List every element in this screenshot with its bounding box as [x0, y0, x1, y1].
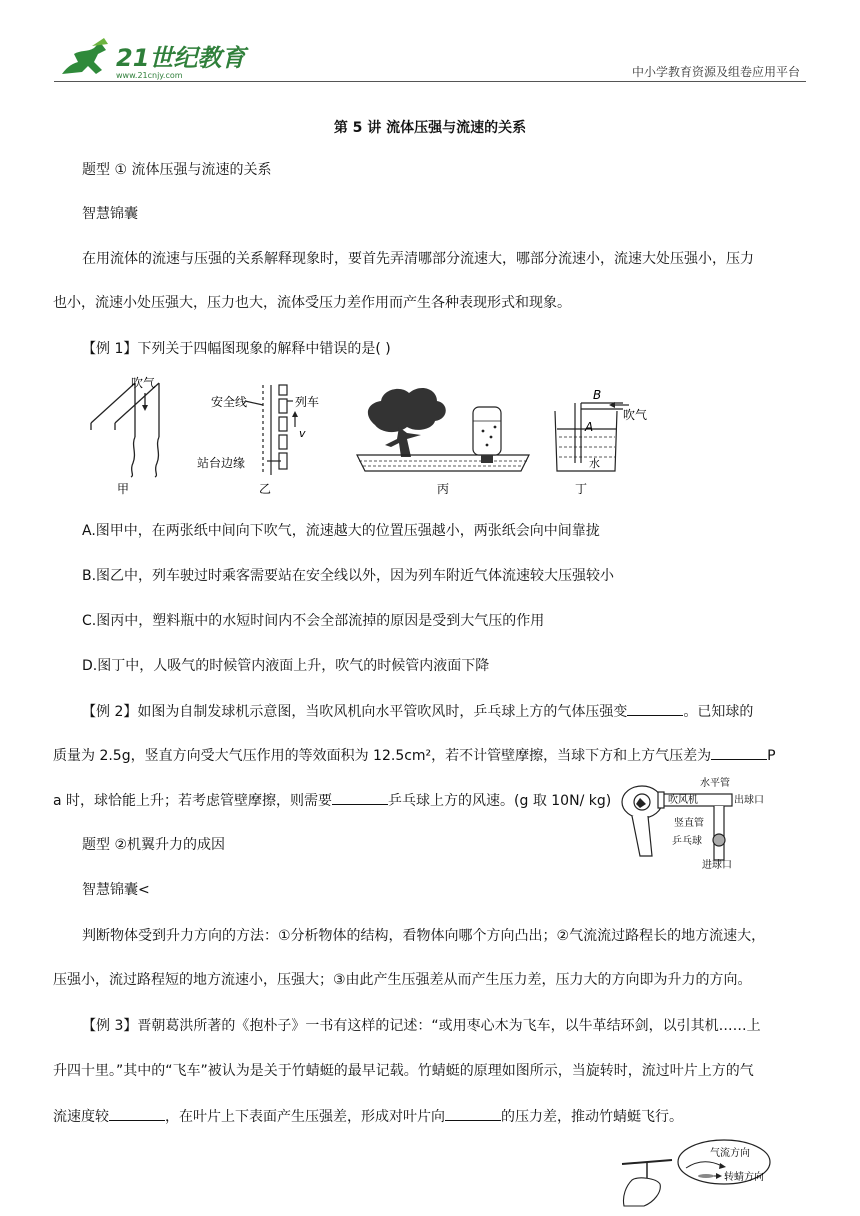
example2-line2a: 质量为 2.5g，竖直方向受大气压作用的等效面积为 12.5cm²，若不计管壁摩擦，当球下方和上方气压差为 [53, 748, 712, 764]
example3-line3c: 的压力差，推动竹蜻蜓飞行。 [501, 1109, 683, 1125]
example2-line2b: P [767, 748, 776, 764]
logo-url: www.21cnjy.com [116, 71, 183, 80]
example2-line1 [82, 701, 753, 722]
runner-icon [62, 42, 106, 74]
ding-water-label: 水 [589, 457, 600, 470]
example3-blank1 [109, 1106, 165, 1121]
yi-safety-line-label: 安全线 [211, 395, 248, 409]
example2-line2 [53, 745, 776, 766]
example3-line1: 【例 3】晋朝葛洪所著的《抱朴子》一书有这样的记述：“或用枣心木为飞车，以牛革结环剑，以引其机……上 [82, 1018, 761, 1034]
example3-line3 [53, 1106, 683, 1127]
section1-tip-line1: 在用流体的流速与压强的关系解释现象时，要首先弄清哪部分流速大，哪部分流速小，流速大处压强小，压力 [82, 251, 754, 267]
example1-stem: 【例 1】下列关于四幅图现象的解释中错误的是( ) [82, 341, 391, 357]
horizontal-pipe-label: 水平管 [700, 778, 730, 789]
page-header [54, 36, 806, 84]
platform-label: 中小学教育资源及组卷应用平台 [631, 65, 800, 79]
jia-label: 甲 [117, 482, 130, 496]
example1-option-d: D.图丁中，人吸气的时候管内液面上升，吹气的时候管内液面下降 [82, 658, 490, 674]
example1-figure [85, 375, 670, 500]
yi-v-label: v [299, 427, 306, 440]
ball-exit-label: 出球口 [734, 795, 764, 806]
example2-blank2 [711, 745, 767, 760]
example3-figure [614, 1136, 774, 1212]
example2-blank3 [332, 790, 388, 805]
section1-heading: 题型 ① 流体压强与流速的关系 [82, 162, 272, 178]
example2-line3a: a 时，球恰能上升；若考虑管壁摩擦，则需要 [53, 793, 333, 809]
bing-label: 丙 [437, 482, 450, 496]
example1-option-b: B.图乙中，列车驶过时乘客需要站在安全线以外，因为列车附近气体流速较大压强较小 [82, 568, 615, 584]
airflow-label: 气流方向 [710, 1148, 750, 1159]
example1-option-a: A.图甲中，在两张纸中间向下吹气，流速越大的位置压强越小，两张纸会向中间靠拢 [82, 523, 600, 539]
header-divider [54, 81, 806, 82]
vertical-pipe-label: 竖直管 [674, 818, 704, 829]
ding-blow-label: 吹气 [623, 408, 648, 422]
logo-text: 21世纪教育 [116, 44, 246, 72]
example3-blank2 [445, 1106, 501, 1121]
ding-b-label: B [593, 388, 602, 402]
section2-tip-line1: 判断物体受到升力方向的方法：①分析物体的结构，看物体向哪个方向凸出；②气流流过路程长的地方流速大， [82, 928, 766, 944]
example2-figure [618, 774, 790, 870]
example2-blank1 [627, 701, 683, 716]
section1-tip-line2: 也小，流速小处压强大，压力也大，流体受压力差作用而产生各种表现形式和现象。 [53, 295, 571, 311]
jia-blow-label: 吹气 [131, 376, 156, 390]
ball-entry-label: 进球口 [702, 860, 732, 870]
logo-21cnjy [54, 36, 254, 82]
example3-line2: 升四十里。”其中的“飞车”被认为是关于竹蜻蜓的最早记载。竹蜻蜓的原理如图所示，当旋转时，流过叶片上方的气 [53, 1063, 754, 1079]
figure-yi [245, 385, 298, 475]
ding-label: 丁 [575, 482, 588, 496]
yi-platform-edge-label: 站台边缘 [197, 456, 246, 470]
example2-line1b: 。已知球的 [683, 704, 754, 720]
example3-line3a: 流速度较 [53, 1109, 109, 1125]
rotation-label: 转蜻方向 [724, 1172, 764, 1183]
lesson-title: 第 5 讲 流体压强与流速的关系 [333, 120, 527, 136]
example1-option-c: C.图丙中，塑料瓶中的水短时间内不会全部流掉的原因是受到大气压的作用 [82, 613, 545, 629]
section1-tip-title: 智慧锦囊 [82, 206, 138, 222]
figure-jia [91, 383, 159, 477]
yi-train-label: 列车 [295, 395, 320, 409]
section2-tip-line2: 压强小，流过路程短的地方流速小，压强大；③由此产生压强差从而产生压力差，压力大的方向即为升力的方向。 [53, 972, 752, 988]
example2-line3 [53, 790, 611, 811]
section2-heading: 题型 ②机翼升力的成因 [82, 837, 226, 853]
yi-label: 乙 [259, 482, 272, 496]
example2-line3b: 乒乓球上方的风速。(g 取 10N/ kg) [388, 793, 612, 809]
section2-tip-title: 智慧锦囊< [82, 882, 150, 898]
ping-pong-label: 乒乓球 [672, 836, 702, 847]
example3-line3b: ，在叶片上下表面产生压强差，形成对叶片向 [165, 1109, 445, 1125]
ding-a-label: A [585, 420, 594, 434]
example2-line1a: 【例 2】如图为自制发球机示意图，当吹风机向水平管吹风时，乒乓球上方的气体压强变 [82, 704, 628, 720]
figure-bing [357, 388, 529, 471]
blower-label: 吹风机 [668, 795, 698, 806]
